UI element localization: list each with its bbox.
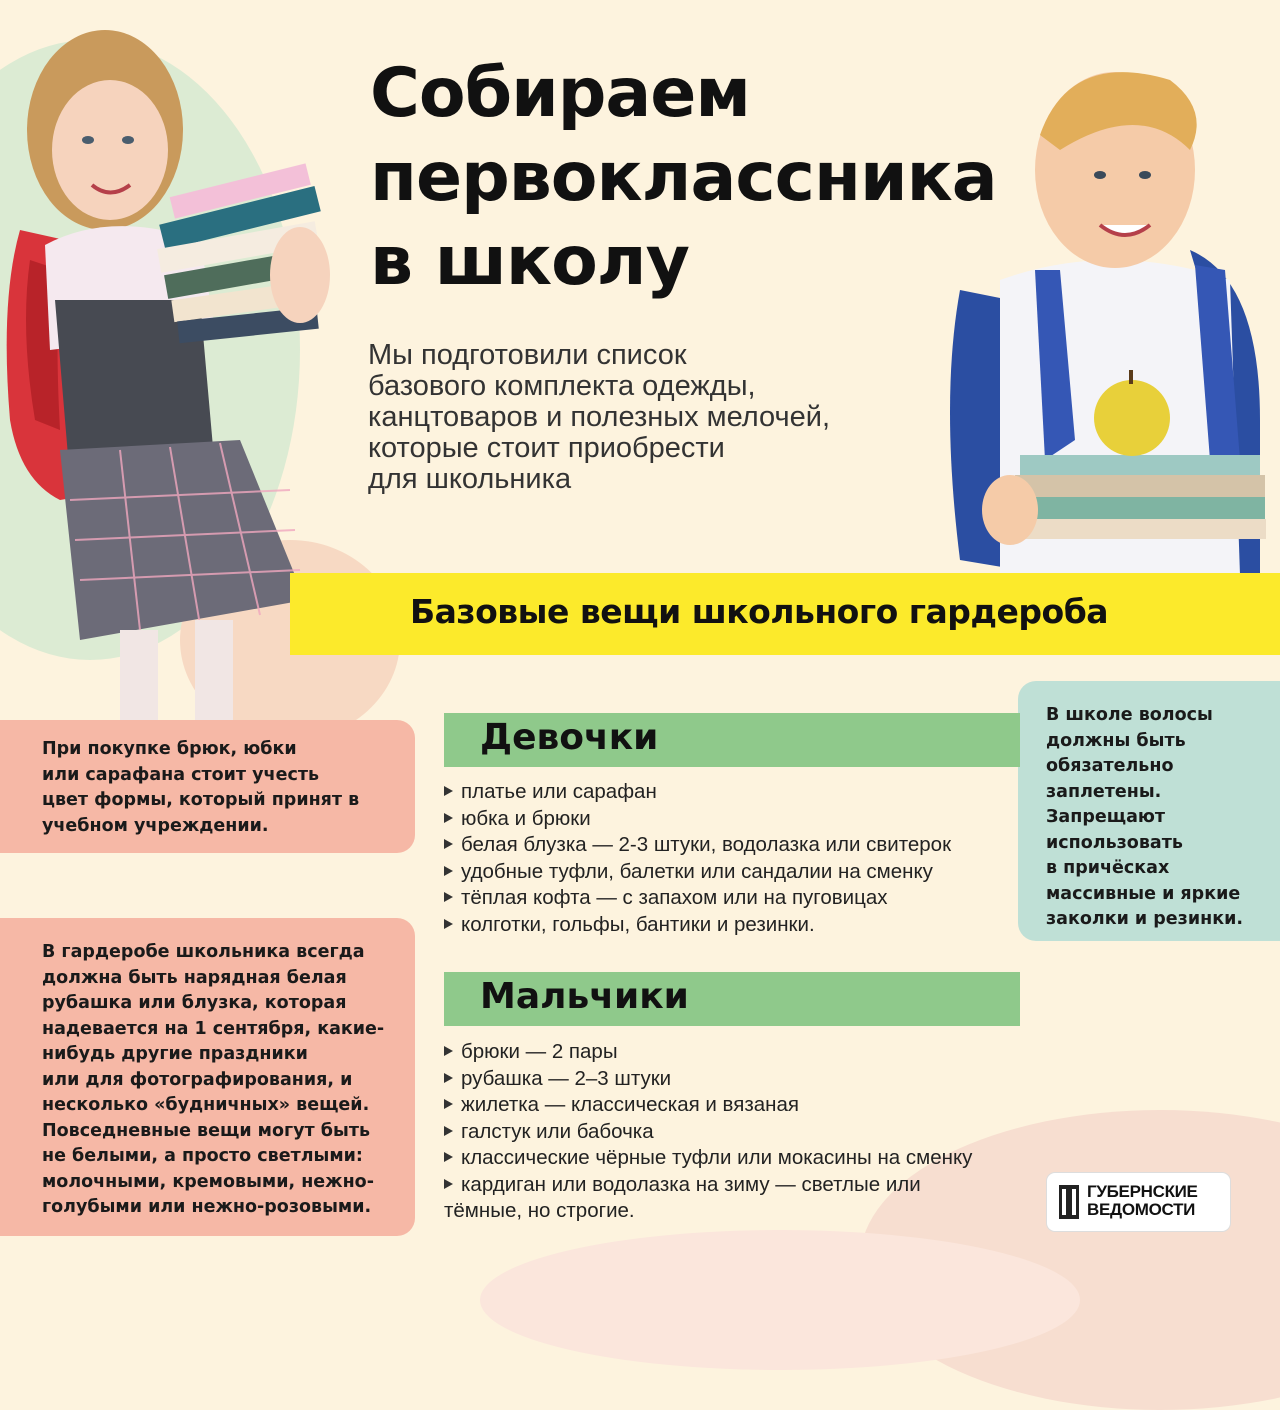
- logo-line: ВЕДОМОСТИ: [1087, 1200, 1196, 1219]
- triangle-bullet-icon: [444, 1126, 453, 1136]
- note-line: использовать: [1046, 832, 1183, 853]
- triangle-bullet-icon: [444, 1073, 453, 1083]
- note-line: массивные и яркие: [1046, 883, 1241, 904]
- list-item: удобные туфли, балетки или сандалии на сменку: [444, 859, 951, 886]
- intro-line: базового комплекта одежды,: [368, 370, 756, 402]
- note-line: заколки и резинки.: [1046, 909, 1243, 929]
- triangle-bullet-icon: [444, 813, 453, 823]
- list-item: брюки — 2 пары: [444, 1039, 972, 1066]
- note-hair: [1018, 681, 1280, 941]
- title-line: первоклассника: [370, 138, 997, 217]
- page-title: [370, 52, 1070, 304]
- list-item: кардиган или водолазка на зиму — светлые или: [444, 1172, 972, 1199]
- triangle-bullet-icon: [444, 786, 453, 796]
- note-line: не белыми, а просто светлыми:: [42, 1146, 363, 1166]
- note-line: в причёсках: [1046, 858, 1170, 878]
- triangle-bullet-icon: [444, 866, 453, 876]
- note-line: голубыми или нежно-розовыми.: [42, 1197, 372, 1217]
- note-line: Запрещают: [1046, 807, 1166, 827]
- intro-line: Мы подготовили список: [368, 339, 687, 371]
- publisher-logo[interactable]: [1047, 1173, 1230, 1231]
- banner-title: Базовые вещи школьного гардероба: [410, 592, 1109, 631]
- note-line: должны быть: [1046, 730, 1186, 751]
- title-line: Собираем: [370, 54, 751, 133]
- intro-line: которые стоит приобрести: [368, 432, 725, 464]
- note-line: При покупке брюк, юбки: [42, 739, 297, 759]
- building-icon: [1059, 1185, 1079, 1219]
- list-item-continuation: тёмные, но строгие.: [444, 1199, 635, 1222]
- boys-heading: Мальчики: [480, 976, 689, 1017]
- list-item: жилетка — классическая и вязаная: [444, 1092, 972, 1119]
- logo-text: [1087, 1183, 1198, 1219]
- triangle-bullet-icon: [444, 919, 453, 929]
- list-item: классические чёрные туфли или мокасины на сменку: [444, 1145, 972, 1172]
- list-item: юбка и брюки: [444, 806, 951, 833]
- triangle-bullet-icon: [444, 1152, 453, 1162]
- note-line: несколько «будничных» вещей.: [42, 1095, 370, 1115]
- note-line: или сарафана стоит учесть: [42, 764, 320, 785]
- note-form-color: [0, 720, 415, 853]
- note-line: заплетены.: [1046, 781, 1162, 802]
- girls-heading: Девочки: [480, 717, 659, 758]
- note-line: рубашка или блузка, которая: [42, 993, 347, 1013]
- intro-text: [368, 340, 928, 495]
- background-blob-bottom-left: [480, 1230, 1080, 1370]
- note-line: цвет формы, который принят в: [42, 790, 360, 810]
- list-item: рубашка — 2–3 штуки: [444, 1066, 972, 1093]
- note-line: учебном учреждении.: [42, 815, 269, 836]
- note-line: Повседневные вещи могут быть: [42, 1120, 371, 1141]
- note-line: обязательно: [1046, 756, 1174, 776]
- boys-list: [444, 1039, 972, 1225]
- triangle-bullet-icon: [444, 839, 453, 849]
- logo-line: ГУБЕРНСКИЕ: [1087, 1182, 1198, 1201]
- list-item: тёплая кофта — с запахом или на пуговицах: [444, 885, 951, 912]
- note-line: нибудь другие праздники: [42, 1044, 308, 1064]
- note-line: надевается на 1 сентября, какие-: [42, 1018, 385, 1039]
- girls-list: [444, 779, 951, 938]
- title-line: в школу: [370, 222, 689, 301]
- note-line: должна быть нарядная белая: [42, 967, 347, 988]
- list-item: галстук или бабочка: [444, 1119, 972, 1146]
- note-line: В гардеробе школьника всегда: [42, 942, 365, 962]
- list-item: колготки, гольфы, бантики и резинки.: [444, 912, 951, 939]
- intro-line: для школьника: [368, 463, 572, 495]
- triangle-bullet-icon: [444, 1046, 453, 1056]
- triangle-bullet-icon: [444, 892, 453, 902]
- note-line: или для фотографирования, и: [42, 1069, 353, 1090]
- list-item: платье или сарафан: [444, 779, 951, 806]
- note-line: В школе волосы: [1046, 705, 1213, 725]
- note-line: молочными, кремовыми, нежно-: [42, 1171, 374, 1192]
- triangle-bullet-icon: [444, 1179, 453, 1189]
- note-white-shirt: [0, 918, 415, 1236]
- list-item: белая блузка — 2-3 штуки, водолазка или свитерок: [444, 832, 951, 859]
- intro-line: канцтоваров и полезных мелочей,: [368, 401, 831, 433]
- triangle-bullet-icon: [444, 1099, 453, 1109]
